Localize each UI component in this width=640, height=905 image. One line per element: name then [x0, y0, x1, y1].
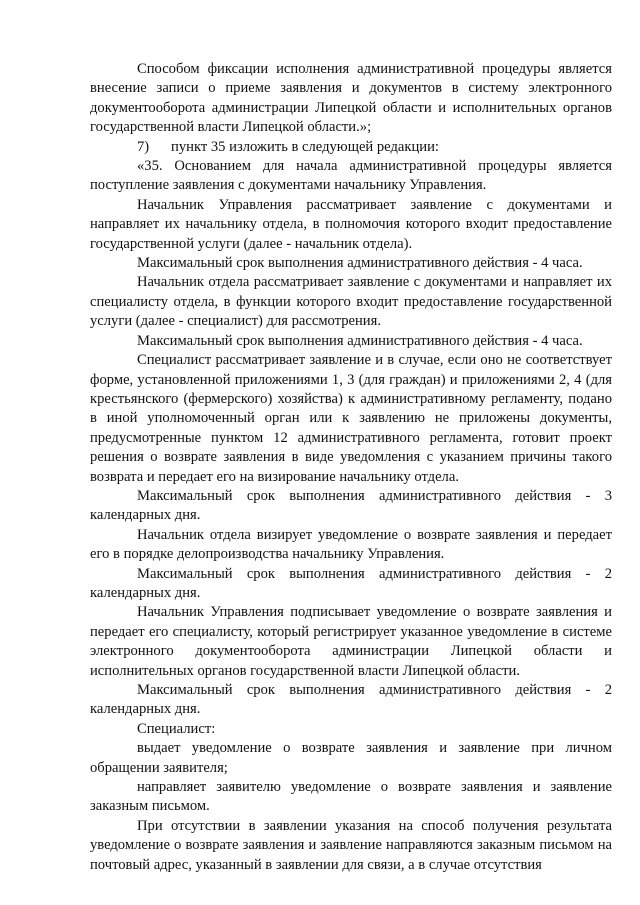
- paragraph-max-term-3: Максимальный срок выполнения административного действия - 3 календарных дня.: [90, 487, 612, 524]
- paragraph-issues-notice: выдает уведомление о возврате заявления и заявление при личном обращении заявителя;: [90, 740, 612, 776]
- paragraph-division-visa: Начальник отдела визирует уведомление о возврате заявления и передает его в порядке делопроизводства начальнику Управления.: [90, 526, 612, 563]
- paragraph-max-term-2: Максимальный срок выполнения административного действия - 4 часа.: [137, 332, 583, 349]
- paragraph-fixation-method: Способом фиксации исполнения административной процедуры является внесение записи о приеме заявления и документов в систему электронного документооборота администрации Липецкой области и исполнительных органов государственной власти Липецкой области.»;: [90, 61, 612, 136]
- paragraph-sends-notice: направляет заявителю уведомление о возврате заявления и заявление заказным письмом.: [90, 779, 612, 815]
- paragraph-specialist-label: Специалист:: [137, 720, 216, 737]
- paragraph-head-of-department: Начальник Управления рассматривает заявление с документами и направляет их начальнику отдела, в полномочия которого входит предоставление государственной услуги (далее - начальник отдела).: [90, 196, 612, 252]
- paragraph-head-of-division: Начальник отдела рассматривает заявление с документами и направляет их специалисту отдела, в функции которого входит предоставление государственной услуги (далее - специалист) для рассмотрения.: [90, 274, 612, 330]
- paragraph-max-term-5: Максимальный срок выполнения административного действия - 2 календарных дня.: [90, 682, 612, 718]
- paragraph-head-signs: Начальник Управления подписывает уведомление о возврате заявления и передает его специалисту, который регистрирует указанное уведомление в системе электронного документооборота администрации Липецкой области и исполнительных органов государственной власти Липецкой области.: [90, 604, 612, 679]
- paragraph-max-term-4: Максимальный срок выполнения административного действия - 2 календарных дня.: [90, 565, 612, 601]
- paragraph-item-7: 7) пункт 35 изложить в следующей редакции:: [137, 138, 439, 155]
- paragraph-35-basis: «35. Основанием для начала административной процедуры является поступление заявления с документами начальнику Управления.: [90, 158, 612, 194]
- paragraph-max-term-1: Максимальный срок выполнения административного действия - 4 часа.: [137, 255, 583, 272]
- paragraph-no-method-specified: При отсутствии в заявлении указания на способ получения результата уведомление о возврате заявления и заявление направляются заказным письмом на почтовый адрес, указанный в заявлении для связи, а в случае отсутствия: [90, 817, 612, 873]
- paragraph-specialist-review: Специалист рассматривает заявление и в случае, если оно не соответствует форме, установленной приложениями 1, 3 (для граждан) и приложениями 2, 4 (для крестьянского (фермерского) хозяйства) к административному регламенту, подано в иной уполномоченный орган или к заявлению не приложены документы, предусмотренные пунктом 12 административного регламента, готовит проект решения о возврате заявления в виде уведомления с указанием причины такого возврата и передает его на визирование начальнику отдела.: [90, 352, 612, 485]
